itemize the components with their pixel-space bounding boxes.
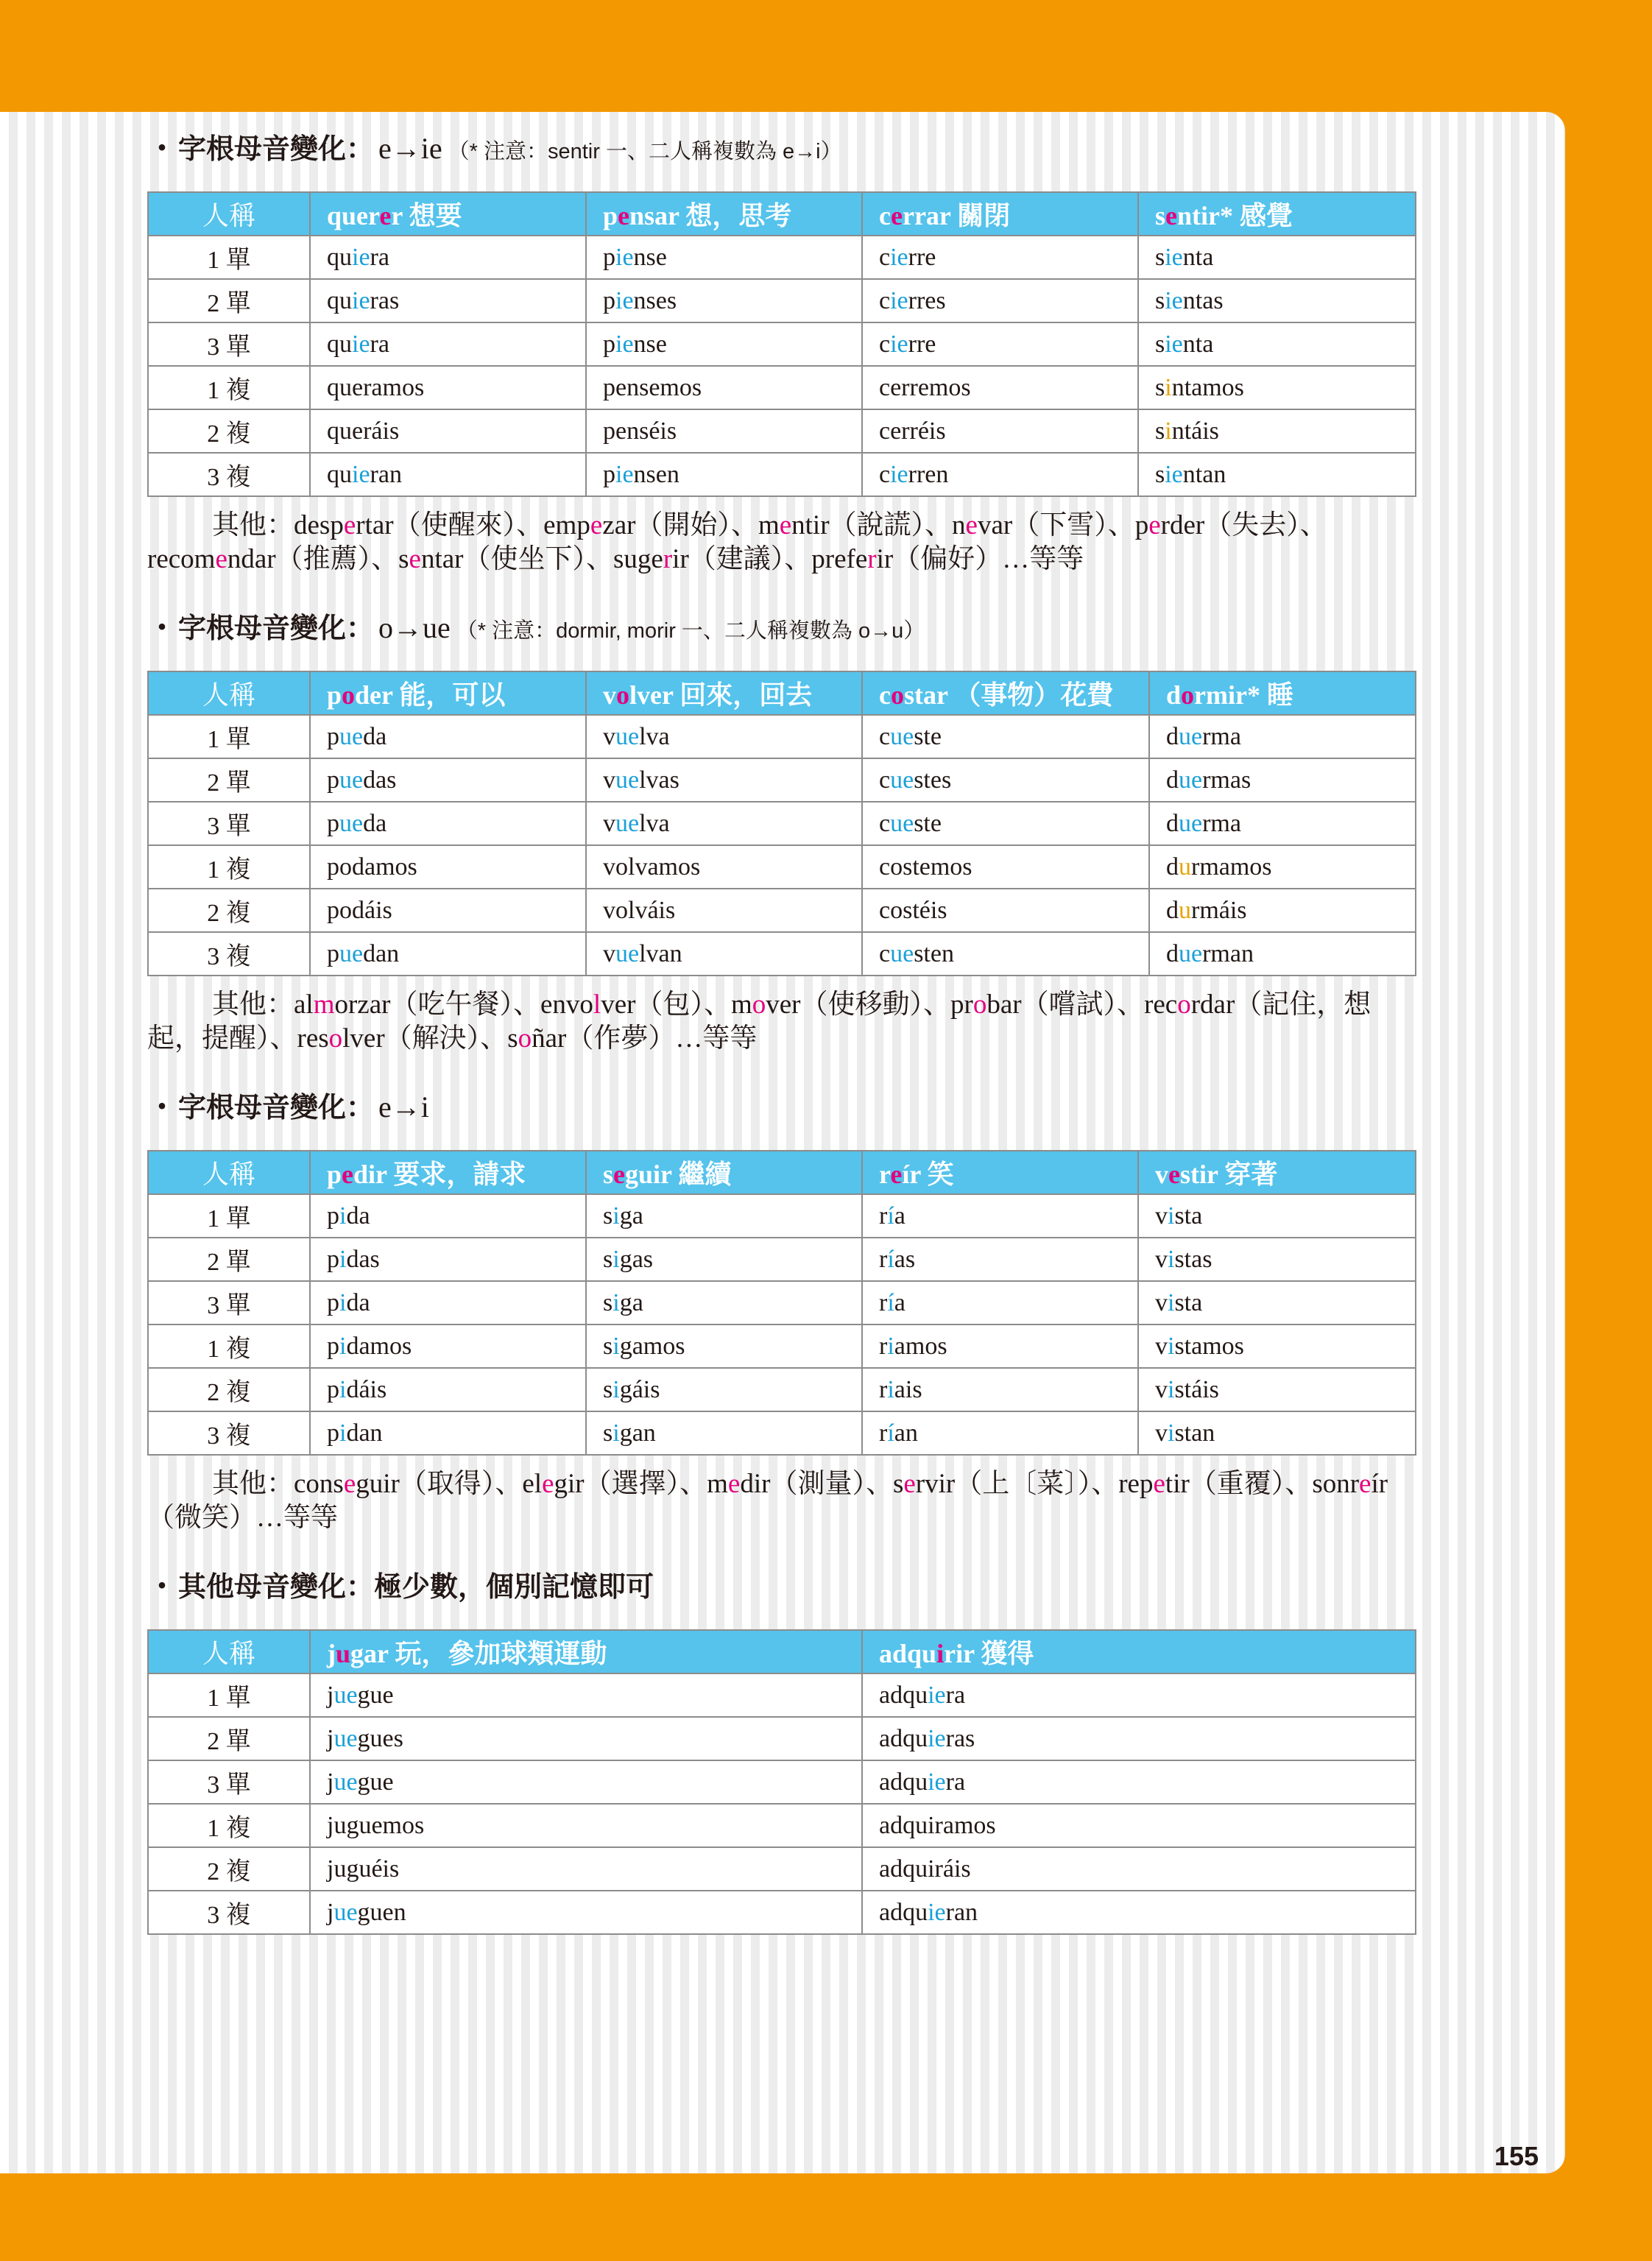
- section-rule: e→ie: [378, 132, 442, 165]
- form-cell: pida: [310, 1194, 586, 1238]
- form-cell: quiera: [310, 322, 586, 366]
- form-cell: duermas: [1149, 758, 1416, 802]
- form-cell: rías: [862, 1238, 1138, 1281]
- form-cell: riamos: [862, 1324, 1138, 1368]
- section-label: 字根母音變化：: [178, 612, 375, 644]
- conjugation-table-other: [147, 1629, 1416, 1935]
- form-cell: cuesten: [862, 932, 1149, 976]
- form-cell: cierren: [862, 453, 1138, 496]
- form-cell: quiera: [310, 236, 586, 279]
- form-cell: cierre: [862, 322, 1138, 366]
- person-cell: 1 單: [148, 715, 310, 758]
- person-cell: 3 複: [148, 1891, 310, 1934]
- form-cell: sigan: [586, 1411, 862, 1455]
- form-cell: podáis: [310, 889, 586, 932]
- form-cell: vistamos: [1138, 1324, 1416, 1368]
- form-cell: duerma: [1149, 715, 1416, 758]
- person-cell: 2 單: [148, 279, 310, 322]
- form-cell: adquiera: [862, 1673, 1416, 1717]
- person-cell: 1 複: [148, 1324, 310, 1368]
- table-row: [148, 715, 1416, 758]
- form-cell: cierre: [862, 236, 1138, 279]
- form-cell: pidáis: [310, 1368, 586, 1411]
- table-row: [148, 409, 1416, 453]
- table-row: [148, 322, 1416, 366]
- form-cell: queramos: [310, 366, 586, 409]
- header-verb: seguir 繼續: [586, 1151, 862, 1194]
- form-cell: adquieran: [862, 1891, 1416, 1934]
- header-verb: sentir* 感覺: [1138, 192, 1416, 236]
- form-cell: ría: [862, 1281, 1138, 1324]
- form-cell: podamos: [310, 845, 586, 889]
- table-row: [148, 1411, 1416, 1455]
- form-cell: vuelva: [586, 715, 862, 758]
- table-row: [148, 1760, 1416, 1804]
- table-row: [148, 1238, 1416, 1281]
- form-cell: riais: [862, 1368, 1138, 1411]
- person-cell: 3 複: [148, 1411, 310, 1455]
- form-cell: pida: [310, 1281, 586, 1324]
- form-cell: adquieras: [862, 1717, 1416, 1760]
- form-cell: pidas: [310, 1238, 586, 1281]
- section-rule: e→i: [378, 1090, 429, 1124]
- form-cell: siga: [586, 1194, 862, 1238]
- person-cell: 2 複: [148, 1847, 310, 1891]
- person-cell: 3 單: [148, 802, 310, 845]
- form-cell: pensemos: [586, 366, 862, 409]
- header-verb: cerrar 關閉: [862, 192, 1138, 236]
- form-cell: quieran: [310, 453, 586, 496]
- form-cell: piense: [586, 236, 862, 279]
- form-cell: volváis: [586, 889, 862, 932]
- section-label: 字根母音變化：: [178, 133, 375, 165]
- others-note: 其他：conseguir（取得）、elegir（選擇）、medir（測量）、servir（上〔菜〕）、repetir（重覆）、sonreír（微笑）…等等: [147, 1469, 1388, 1533]
- person-cell: 1 複: [148, 1804, 310, 1847]
- table-row: [148, 1324, 1416, 1368]
- form-cell: duerma: [1149, 802, 1416, 845]
- person-cell: 3 複: [148, 453, 310, 496]
- header-verb: vestir 穿著: [1138, 1151, 1416, 1194]
- form-cell: sientan: [1138, 453, 1416, 496]
- form-cell: vistáis: [1138, 1368, 1416, 1411]
- form-cell: vista: [1138, 1194, 1416, 1238]
- conjugation-table-o-ue: [147, 671, 1416, 976]
- header-verb: dormir* 睡: [1149, 671, 1416, 715]
- form-cell: jueguen: [310, 1891, 862, 1934]
- header-verb: pensar 想，思考: [586, 192, 862, 236]
- section-heading-e-i: [147, 1085, 1415, 1129]
- form-cell: vuelvas: [586, 758, 862, 802]
- form-cell: piense: [586, 322, 862, 366]
- header-verb: querer 想要: [310, 192, 586, 236]
- form-cell: vuelva: [586, 802, 862, 845]
- table-row: [148, 279, 1416, 322]
- form-cell: cierres: [862, 279, 1138, 322]
- table-header-row: [148, 1630, 1416, 1673]
- form-cell: juegue: [310, 1760, 862, 1804]
- table-row: [148, 1194, 1416, 1238]
- form-cell: durmamos: [1149, 845, 1416, 889]
- form-cell: adquiráis: [862, 1847, 1416, 1891]
- form-cell: sientas: [1138, 279, 1416, 322]
- form-cell: siga: [586, 1281, 862, 1324]
- header-verb: jugar 玩，參加球類運動: [310, 1630, 862, 1673]
- table-row: [148, 802, 1416, 845]
- form-cell: volvamos: [586, 845, 862, 889]
- table-row: [148, 1368, 1416, 1411]
- form-cell: adquiera: [862, 1760, 1416, 1804]
- section-heading-e-ie: [147, 127, 1415, 171]
- header-person: 人稱: [148, 1630, 310, 1673]
- section-heading-other: [147, 1565, 1415, 1609]
- person-cell: 1 單: [148, 236, 310, 279]
- form-cell: vistan: [1138, 1411, 1416, 1455]
- form-cell: pidan: [310, 1411, 586, 1455]
- form-cell: juegue: [310, 1673, 862, 1717]
- person-cell: 2 單: [148, 1717, 310, 1760]
- table-row: [148, 932, 1416, 976]
- conjugation-table-e-i: [147, 1150, 1416, 1456]
- conjugation-table-e-ie: [147, 191, 1416, 497]
- table-row: [148, 758, 1416, 802]
- person-cell: 1 複: [148, 845, 310, 889]
- person-cell: 3 單: [148, 322, 310, 366]
- form-cell: sienta: [1138, 236, 1416, 279]
- form-cell: piensen: [586, 453, 862, 496]
- table-row: [148, 1673, 1416, 1717]
- person-cell: 1 複: [148, 366, 310, 409]
- section-note: （* 注意：dormir, morir 一、二人稱複數為 o→u）: [456, 619, 925, 643]
- section-rule: o→ue: [378, 611, 451, 644]
- table-row: [148, 1804, 1416, 1847]
- section-label: 其他母音變化：極少數，個別記憶即可: [178, 1570, 654, 1603]
- form-cell: adquiramos: [862, 1804, 1416, 1847]
- header-verb: adquirir 獲得: [862, 1630, 1416, 1673]
- form-cell: vista: [1138, 1281, 1416, 1324]
- table-row: [148, 453, 1416, 496]
- header-person: 人稱: [148, 1151, 310, 1194]
- form-cell: sintamos: [1138, 366, 1416, 409]
- header-person: 人稱: [148, 192, 310, 236]
- page-content: [147, 127, 1415, 1935]
- person-cell: 1 單: [148, 1194, 310, 1238]
- person-cell: 2 複: [148, 409, 310, 453]
- form-cell: cuestes: [862, 758, 1149, 802]
- form-cell: rían: [862, 1411, 1138, 1455]
- header-verb: pedir 要求，請求: [310, 1151, 586, 1194]
- form-cell: sigáis: [586, 1368, 862, 1411]
- person-cell: 2 複: [148, 889, 310, 932]
- form-cell: pueda: [310, 802, 586, 845]
- header-verb: volver 回來，回去: [586, 671, 862, 715]
- form-cell: sigamos: [586, 1324, 862, 1368]
- form-cell: pidamos: [310, 1324, 586, 1368]
- header-person: 人稱: [148, 671, 310, 715]
- form-cell: juguéis: [310, 1847, 862, 1891]
- bullet: ・: [147, 1090, 177, 1124]
- person-cell: 3 複: [148, 932, 310, 976]
- table-header-row: [148, 671, 1416, 715]
- table-row: [148, 889, 1416, 932]
- form-cell: costemos: [862, 845, 1149, 889]
- form-cell: juegues: [310, 1717, 862, 1760]
- form-cell: duerman: [1149, 932, 1416, 976]
- form-cell: penséis: [586, 409, 862, 453]
- form-cell: cueste: [862, 802, 1149, 845]
- header-verb: reír 笑: [862, 1151, 1138, 1194]
- form-cell: juguemos: [310, 1804, 862, 1847]
- bullet: ・: [147, 132, 177, 166]
- person-cell: 3 單: [148, 1281, 310, 1324]
- person-cell: 2 單: [148, 1238, 310, 1281]
- form-cell: puedas: [310, 758, 586, 802]
- form-cell: cerremos: [862, 366, 1138, 409]
- form-cell: ría: [862, 1194, 1138, 1238]
- header-verb: poder 能，可以: [310, 671, 586, 715]
- person-cell: 3 單: [148, 1760, 310, 1804]
- person-cell: 1 單: [148, 1673, 310, 1717]
- person-cell: 2 單: [148, 758, 310, 802]
- form-cell: durmáis: [1149, 889, 1416, 932]
- header-verb: costar （事物）花費: [862, 671, 1149, 715]
- table-row: [148, 236, 1416, 279]
- form-cell: sienta: [1138, 322, 1416, 366]
- form-cell: cerréis: [862, 409, 1138, 453]
- form-cell: sigas: [586, 1238, 862, 1281]
- table-row: [148, 845, 1416, 889]
- form-cell: pienses: [586, 279, 862, 322]
- form-cell: pueda: [310, 715, 586, 758]
- others-note: 其他：almorzar（吃午餐）、envolver（包）、mover（使移動）、probar（嚐試）、recordar（記住，想起，提醒）、resolver（解決）、soñar（作夢）…等等: [147, 990, 1372, 1054]
- table-row: [148, 1891, 1416, 1934]
- person-cell: 2 複: [148, 1368, 310, 1411]
- form-cell: sintáis: [1138, 409, 1416, 453]
- table-row: [148, 366, 1416, 409]
- section-label: 字根母音變化：: [178, 1091, 375, 1124]
- section-heading-o-ue: [147, 606, 1415, 650]
- others-note: 其他：despertar（使醒來）、empezar（開始）、mentir（說謊）、nevar（下雪）、perder（失去）、recomendar（推薦）、sentar（使坐下）、sugerir（建議）、preferir（偏好）…等等: [147, 510, 1327, 574]
- section-note: （* 注意：sentir 一、二人稱複數為 e→i）: [448, 140, 842, 163]
- table-header-row: [148, 1151, 1416, 1194]
- form-cell: puedan: [310, 932, 586, 976]
- bullet: ・: [147, 611, 177, 645]
- form-cell: quieras: [310, 279, 586, 322]
- form-cell: cueste: [862, 715, 1149, 758]
- form-cell: costéis: [862, 889, 1149, 932]
- table-header-row: [148, 192, 1416, 236]
- page-number: 155: [1494, 2141, 1539, 2171]
- table-row: [148, 1717, 1416, 1760]
- form-cell: vistas: [1138, 1238, 1416, 1281]
- form-cell: queráis: [310, 409, 586, 453]
- table-row: [148, 1281, 1416, 1324]
- bullet: ・: [147, 1570, 177, 1604]
- table-row: [148, 1847, 1416, 1891]
- form-cell: vuelvan: [586, 932, 862, 976]
